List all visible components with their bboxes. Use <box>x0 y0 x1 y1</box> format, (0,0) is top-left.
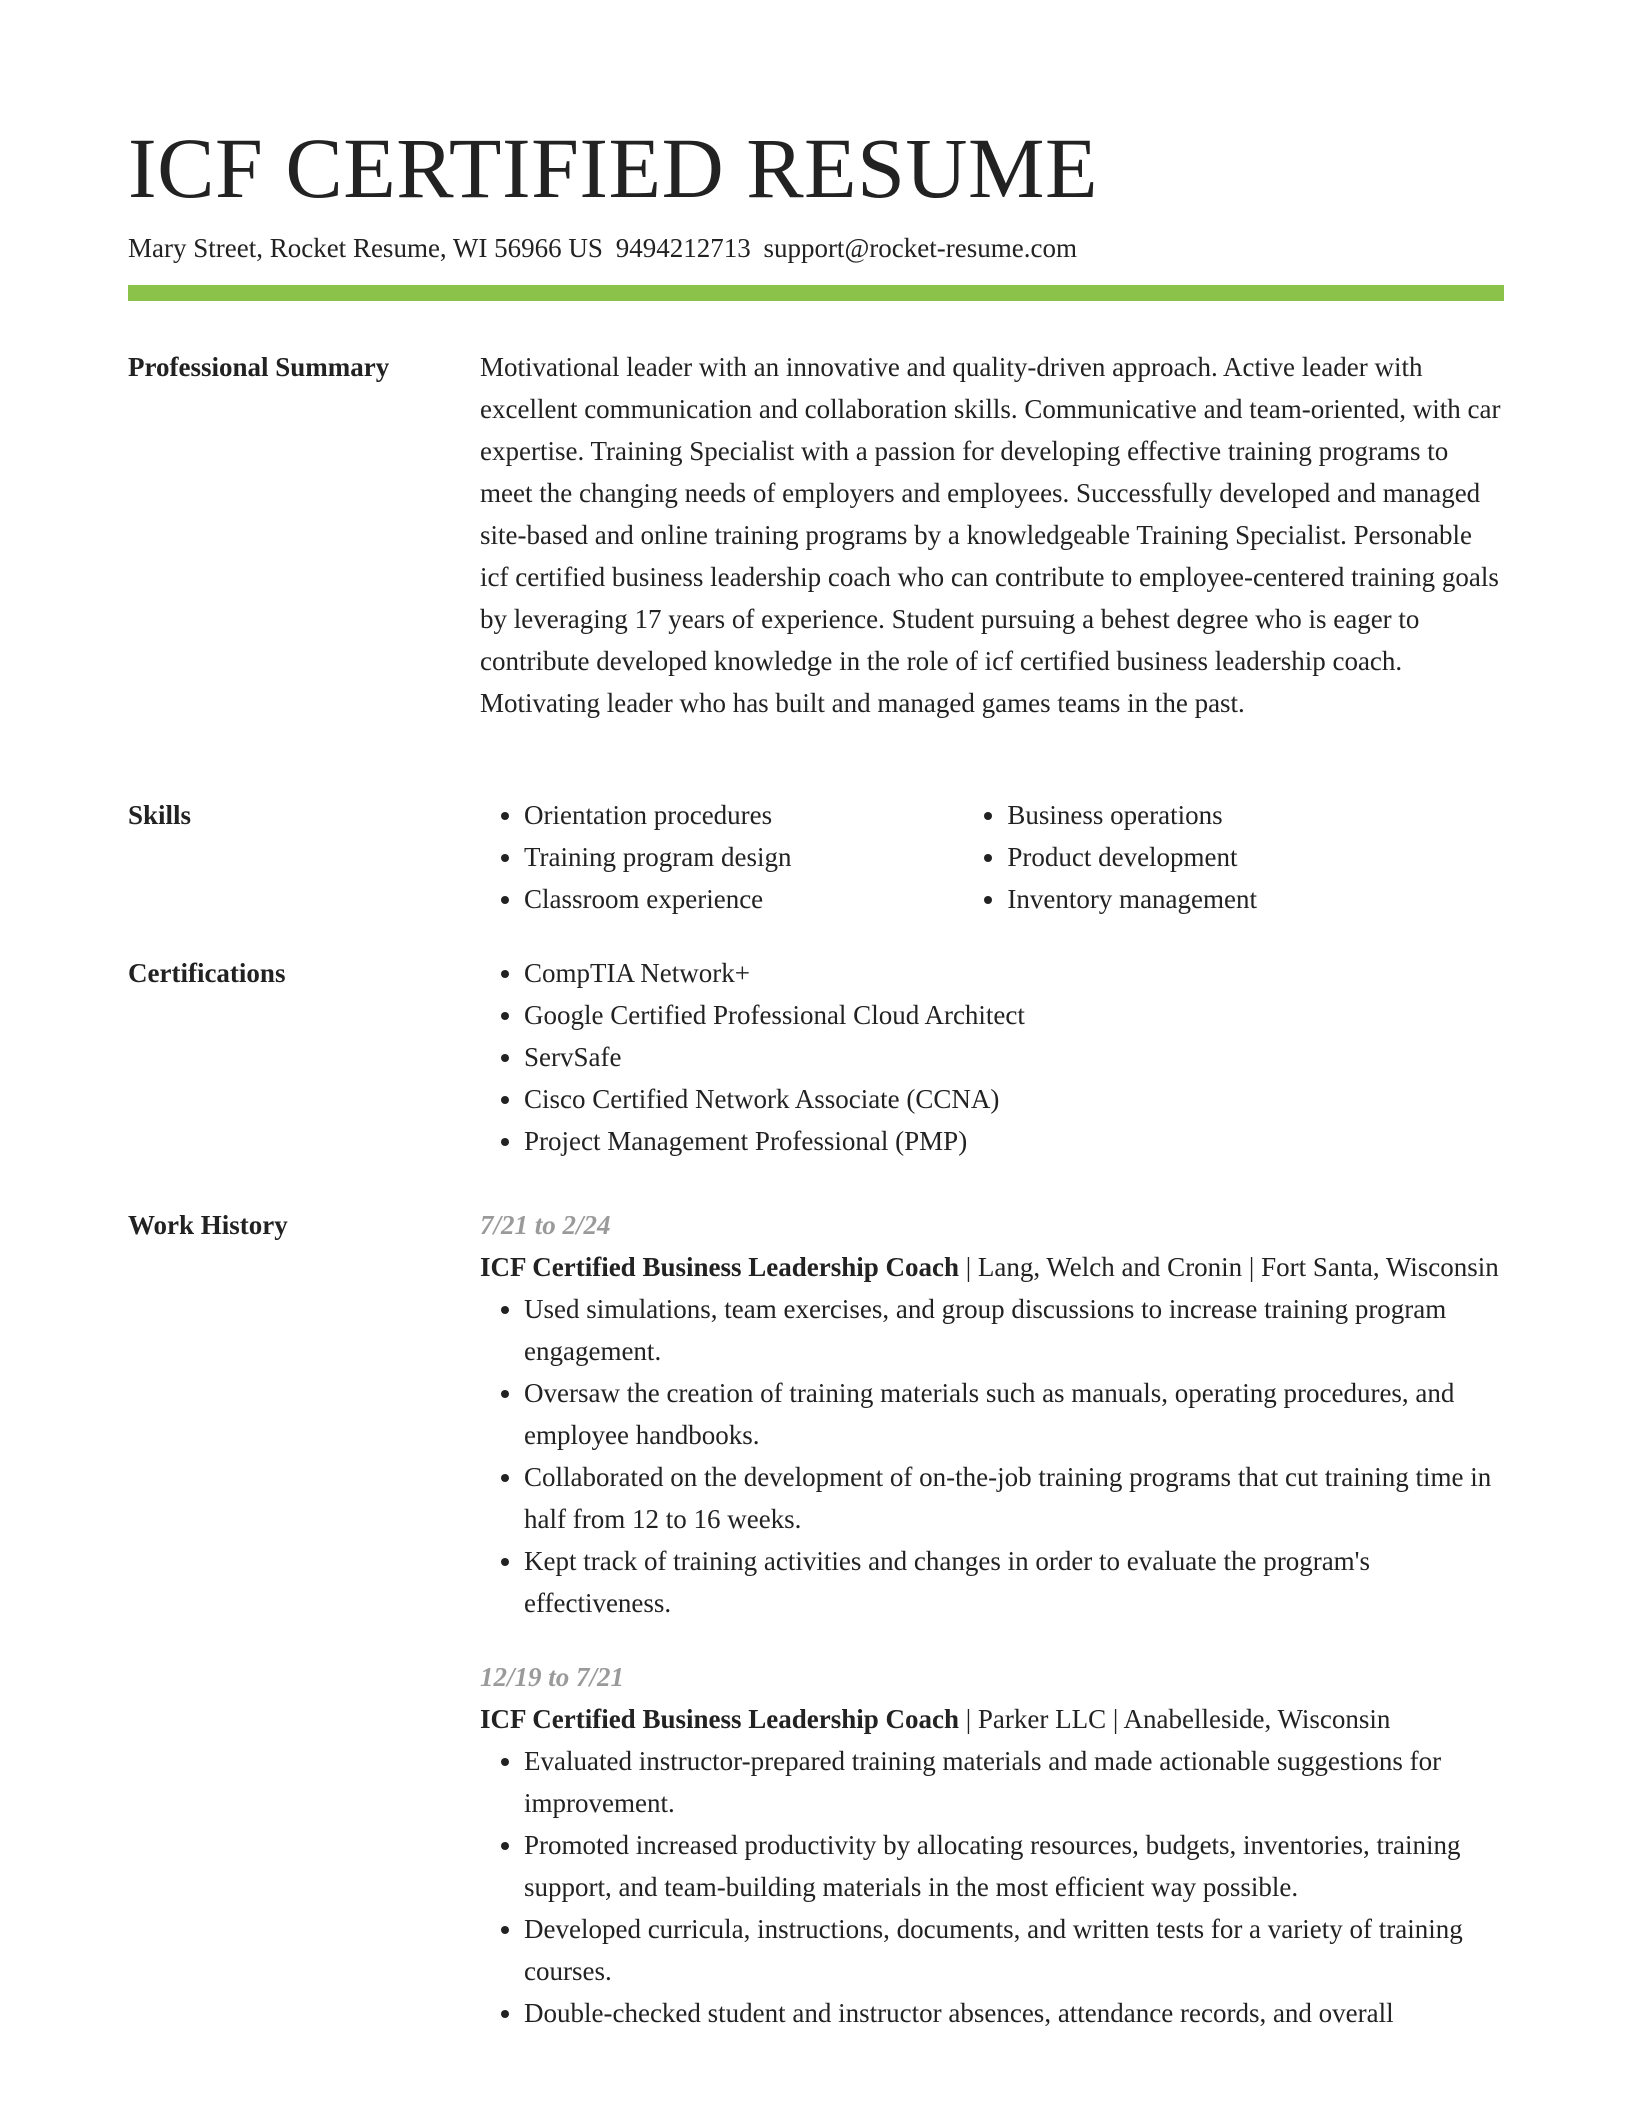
job-heading <box>480 1698 1504 1740</box>
job-bullets <box>480 1740 1504 2034</box>
skills-label: Skills <box>128 800 192 830</box>
skill-item: • Orientation procedures <box>524 794 963 836</box>
skill-item: • Inventory management <box>1007 878 1504 920</box>
job-bullet: • Developed curricula, instructions, documents, and written tests for a variety of training courses. <box>524 1908 1504 1992</box>
job-bullet: • Collaborated on the development of on-the-job training programs that cut training time in half from 12 to 16 weeks. <box>524 1456 1504 1540</box>
summary-body <box>480 346 1504 724</box>
skills-column-left <box>480 794 963 920</box>
certification-item: • Cisco Certified Network Associate (CCNA) <box>524 1078 1504 1120</box>
job-title: ICF Certified Business Leadership Coach <box>480 1252 960 1282</box>
job-title: ICF Certified Business Leadership Coach <box>480 1704 960 1734</box>
contact-email: support@rocket-resume.com <box>763 233 1077 263</box>
job-bullet: • Oversaw the creation of training materials such as manuals, operating procedures, and employee handbooks. <box>524 1372 1504 1456</box>
contact-address: Mary Street, Rocket Resume, WI 56966 US <box>128 233 603 263</box>
job-details: | Lang, Welch and Cronin | Fort Santa, Wisconsin <box>959 1252 1499 1282</box>
skill-item: • Product development <box>1007 836 1504 878</box>
certification-item: • Project Management Professional (PMP) <box>524 1120 1504 1162</box>
job-bullet: • Promoted increased productivity by allocating resources, budgets, inventories, training support, and team-building materials in the most efficient way possible. <box>524 1824 1504 1908</box>
work-history-body <box>480 1204 1504 2034</box>
resume-title: ICF CERTIFIED RESUME <box>128 120 1099 216</box>
certification-item: • ServSafe <box>524 1036 1504 1078</box>
job-bullet: • Used simulations, team exercises, and group discussions to increase training program engagement. <box>524 1288 1504 1372</box>
work-history-label: Work History <box>128 1210 288 1240</box>
job-bullets <box>480 1288 1504 1624</box>
job-bullet: • Double-checked student and instructor absences, attendance records, and overall <box>524 1992 1504 2034</box>
skills-list <box>480 794 1504 920</box>
certification-item: • Google Certified Professional Cloud Architect <box>524 994 1504 1036</box>
skill-item: • Business operations <box>1007 794 1504 836</box>
summary-text: Motivational leader with an innovative and quality-driven approach. Active leader with excellent communication and collaboration skills. Communicative and team-oriented, with car expertise. Training Specialist with a passion for developing effective training programs to meet the changing needs of employers and employees. Successfully developed and managed site-based and online training programs by a knowledgeable Training Specialist. Personable icf certified business leadership coach who can contribute to employee-centered training goals by leveraging 17 years of experience. Student pursuing a behest degree who is eager to contribute developed knowledge in the role of icf certified business leadership coach. Motivating leader who has built and managed games teams in the past. <box>480 352 1501 718</box>
job-entry <box>480 1656 1504 2034</box>
skill-item: • Classroom experience <box>524 878 963 920</box>
job-bullet: • Kept track of training activities and changes in order to evaluate the program's effectiveness. <box>524 1540 1504 1624</box>
contact-phone: 9494212713 <box>615 233 751 263</box>
skill-item: • Training program design <box>524 836 963 878</box>
certification-item: • CompTIA Network+ <box>524 952 1504 994</box>
job-entry <box>480 1204 1504 1624</box>
summary-label: Professional Summary <box>128 352 390 382</box>
certifications-list <box>480 952 1504 1162</box>
contact-line <box>128 230 1077 266</box>
job-dates: 7/21 to 2/24 <box>480 1210 611 1240</box>
job-heading <box>480 1246 1504 1288</box>
job-details: | Parker LLC | Anabelleside, Wisconsin <box>959 1704 1391 1734</box>
job-dates: 12/19 to 7/21 <box>480 1662 625 1692</box>
certifications-body <box>480 952 1504 1162</box>
certifications-label: Certifications <box>128 958 286 988</box>
header-accent-rule <box>128 285 1504 301</box>
skills-column-right <box>963 794 1504 920</box>
job-bullet: • Evaluated instructor-prepared training materials and made actionable suggestions for improvement. <box>524 1740 1504 1824</box>
